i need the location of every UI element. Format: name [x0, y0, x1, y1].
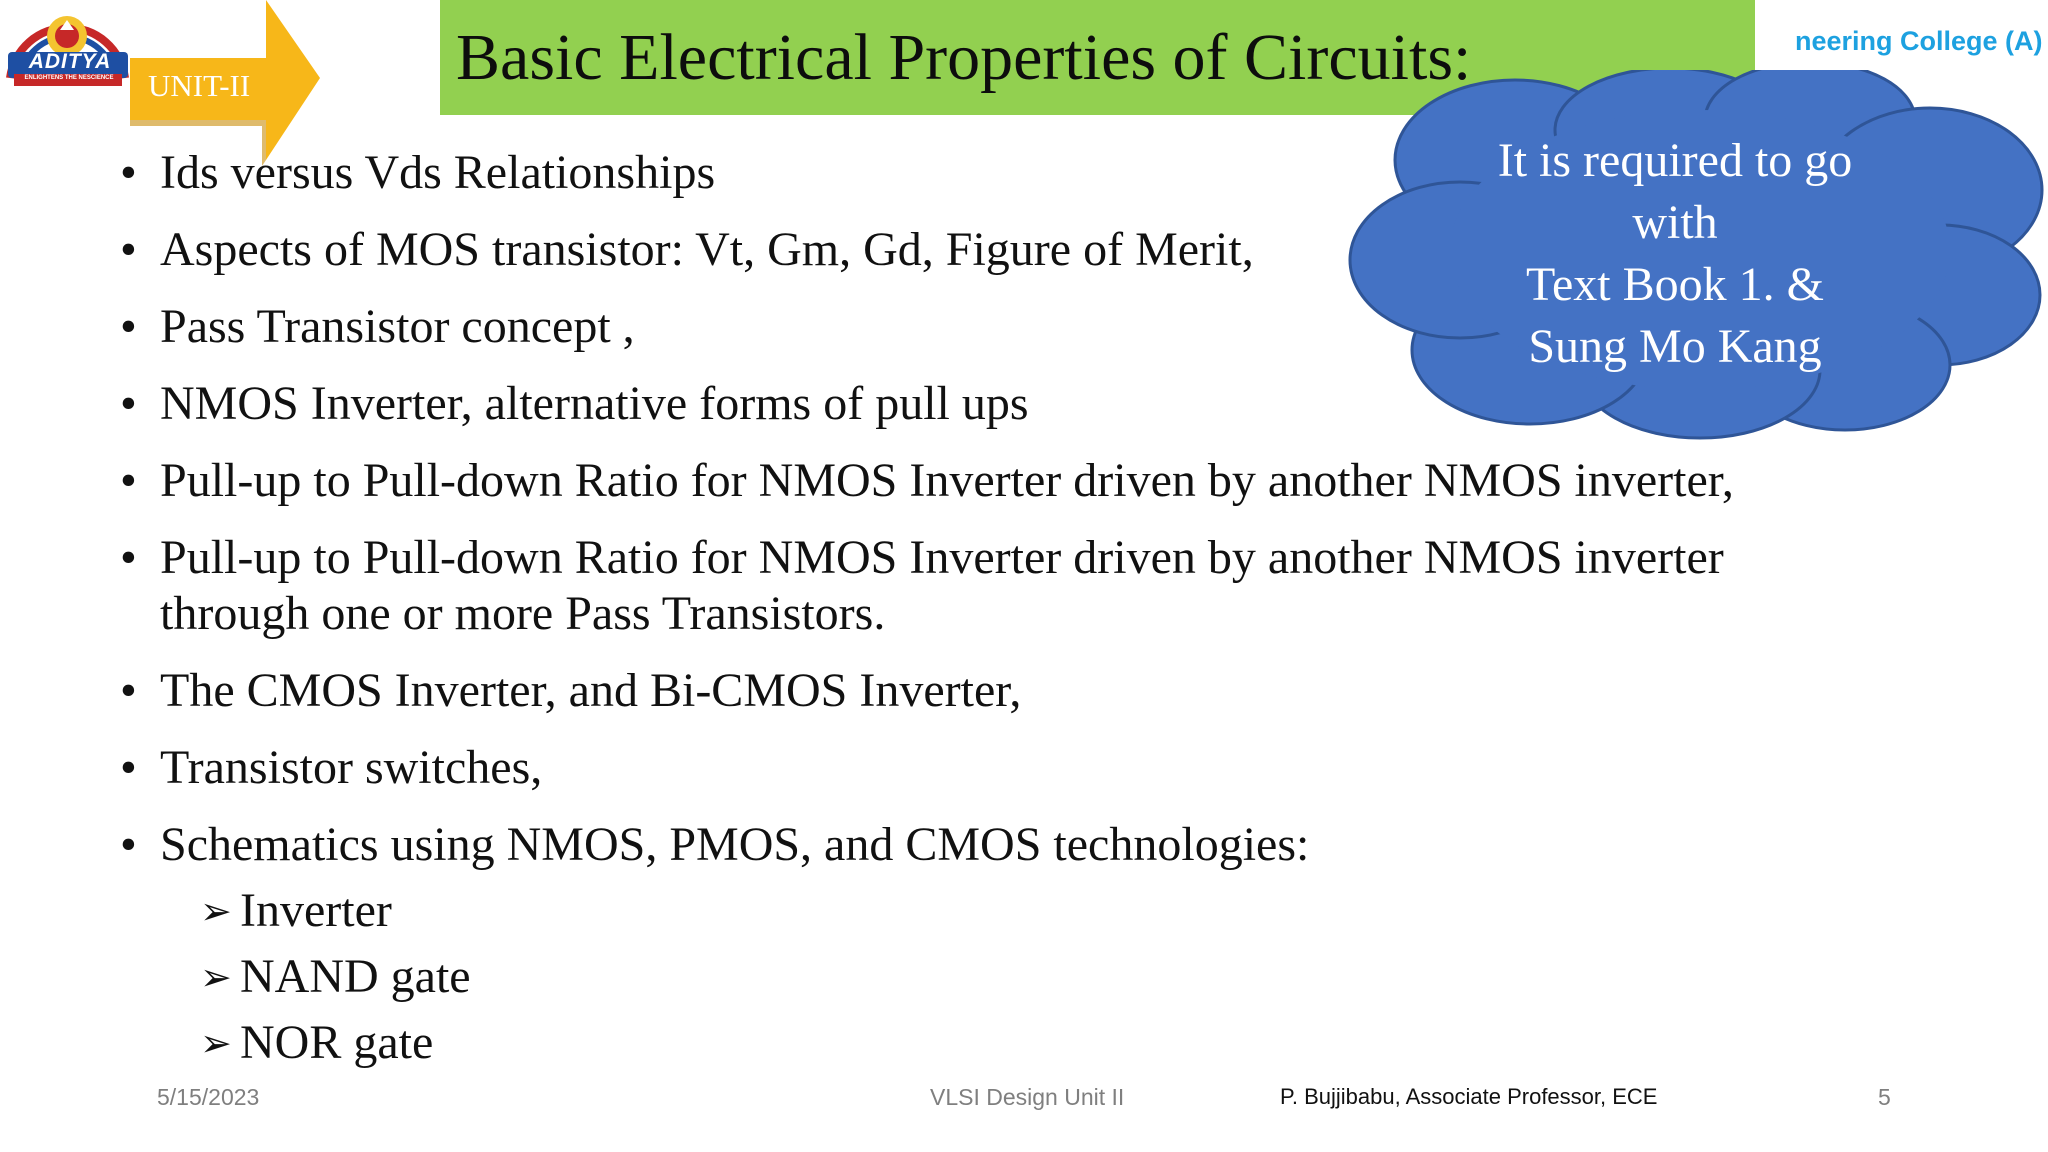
- arrowhead-bullet-icon: ➢: [200, 889, 232, 933]
- arrowhead-bullet-icon: ➢: [200, 955, 232, 999]
- bullet-text: Transistor switches,: [160, 741, 543, 794]
- callout-text: [1420, 130, 1930, 378]
- bullet-text: Aspects of MOS transistor: Vt, Gm, Gd, Figure of Merit,: [160, 223, 1254, 276]
- callout-line: Text Book 1. &: [1526, 258, 1824, 311]
- sub-bullet-list: [200, 878, 1920, 1076]
- callout-line: with: [1632, 196, 1718, 249]
- callout-line: It is required to go: [1497, 134, 1853, 187]
- footer-date: 5/15/2023: [157, 1084, 260, 1110]
- sub-bullet-text: NAND gate: [240, 950, 471, 1003]
- bullet-text: Ids versus Vds Relationships: [160, 146, 716, 199]
- sub-bullet-item: [200, 878, 1920, 944]
- sub-bullet-group: [120, 878, 1920, 1076]
- bullet-text: Pass Transistor concept ,: [160, 300, 635, 353]
- bullet-item: [120, 663, 1920, 719]
- sub-bullet-text: NOR gate: [240, 1016, 434, 1069]
- bullet-text: Pull-up to Pull-down Ratio for NMOS Inverter driven by another NMOS inverter,: [160, 454, 1734, 507]
- footer-course: VLSI Design Unit II: [930, 1084, 1125, 1110]
- bullet-item: [120, 453, 1920, 509]
- sub-bullet-item: [200, 1010, 1920, 1076]
- sub-bullet-text: Inverter: [240, 884, 392, 937]
- logo-tagline: ENLIGHTENS THE NESCIENCE: [24, 75, 114, 81]
- arrowhead-bullet-icon: ➢: [200, 1021, 232, 1065]
- bullet-item: [120, 817, 1920, 873]
- bullet-text: Pull-up to Pull-down Ratio for NMOS Inverter driven by another NMOS inverter: [160, 531, 1724, 584]
- college-name: neering College (A): [1795, 26, 2043, 56]
- sub-bullet-item: [200, 944, 1920, 1010]
- page-number: 5: [1878, 1084, 1891, 1110]
- bullet-item: [120, 530, 1920, 642]
- bullet-text: Schematics using NMOS, PMOS, and CMOS technologies:: [160, 818, 1310, 871]
- bullet-item: [120, 740, 1920, 796]
- unit-label: UNIT-II: [148, 68, 251, 103]
- footer-author: P. Bujjibabu, Associate Professor, ECE: [1280, 1084, 1658, 1109]
- bullet-text: The CMOS Inverter, and Bi-CMOS Inverter,: [160, 664, 1022, 717]
- bullet-text-continuation: through one or more Pass Transistors.: [160, 587, 886, 640]
- callout-line: Sung Mo Kang: [1528, 320, 1822, 373]
- slide-title: Basic Electrical Properties of Circuits:: [456, 21, 1472, 94]
- bullet-text: NMOS Inverter, alternative forms of pull ups: [160, 377, 1029, 430]
- logo-name: ADITYA: [28, 50, 112, 73]
